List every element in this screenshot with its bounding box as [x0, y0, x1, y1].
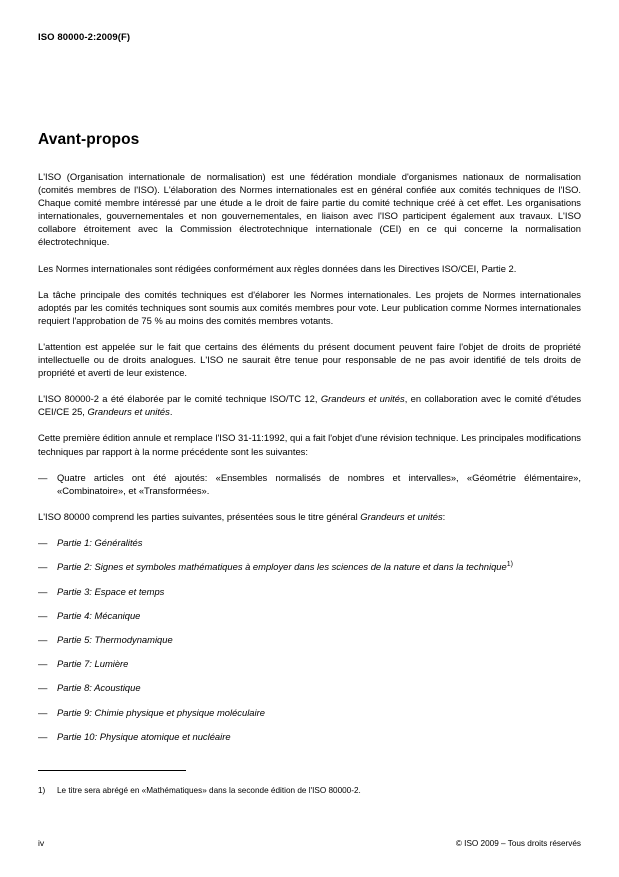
page-content: [38, 131, 581, 754]
parts-intro-lead: L'ISO 80000 comprend les parties suivantes, présentées sous le titre général: [38, 510, 361, 522]
footnote-reference[interactable]: 1): [506, 560, 513, 568]
general-title: Grandeurs et unités: [360, 510, 443, 522]
footnote-separator: [38, 770, 186, 771]
list-item: [38, 706, 581, 719]
list-item-label: Partie 10: Physique atomique et nucléaire: [57, 730, 231, 742]
page-footer: [38, 838, 581, 848]
copyright-notice: © ISO 2009 – Tous droits réservés: [455, 839, 581, 848]
attribution-text-end: .: [169, 406, 173, 418]
paragraph-parts-intro: [38, 510, 581, 523]
dash-marker: —: [38, 730, 48, 742]
dash-marker: —: [38, 610, 48, 622]
list-item: [38, 471, 581, 497]
footnote-text: Le titre sera abrégé en «Mathématiques» dans la seconde édition de l'ISO 80000-2.: [57, 786, 361, 795]
page-title: Avant-propos: [38, 131, 140, 148]
footnote-area: [38, 770, 581, 796]
dash-marker: —: [38, 706, 48, 718]
list-item: [38, 536, 581, 549]
footnote: [38, 785, 581, 796]
page-number: iv: [38, 838, 45, 848]
committee-title-cei: Grandeurs et unités: [87, 406, 170, 418]
list-item: [38, 730, 581, 743]
list-item-label: Partie 5: Thermodynamique: [57, 634, 173, 646]
paragraph-committee-attribution: [38, 392, 581, 418]
dash-marker: —: [38, 634, 48, 646]
dash-marker: —: [38, 471, 48, 483]
list-item-label: Partie 8: Acoustique: [57, 682, 141, 694]
list-item: [38, 585, 581, 598]
committee-title-iso: Grandeurs et unités: [320, 393, 405, 405]
list-item: [38, 560, 581, 573]
list-item-label: Partie 2: Signes et symboles mathématiques à employer dans les sciences de la nature et dans la technique: [57, 560, 507, 572]
dash-marker: —: [38, 560, 48, 572]
changes-list: [38, 471, 581, 497]
list-item-label: Partie 1: Généralités: [57, 536, 143, 548]
list-item: [38, 681, 581, 694]
list-item: [38, 657, 581, 670]
attribution-text-lead: L'ISO 80000-2 a été élaborée par le comité technique ISO/TC 12,: [38, 393, 321, 405]
dash-marker: —: [38, 682, 48, 694]
list-item-label: Quatre articles ont été ajoutés: «Ensembles normalisés de nombres et intervalles», «Géométrie élémentaire», «Combinatoire», et «Transformées».: [57, 471, 581, 496]
list-item-label: Partie 9: Chimie physique et physique moléculaire: [57, 706, 265, 718]
paragraph-edition-replacement: Cette première édition annule et remplace l'ISO 31-11:1992, qui a fait l'objet d'une révision technique. Les principales modifications techniques par rapport à la norme précédente sont les suivantes:: [38, 432, 581, 457]
dash-marker: —: [38, 658, 48, 670]
list-item-label: Partie 3: Espace et temps: [57, 586, 165, 598]
paragraph-approval-process: La tâche principale des comités techniques est d'élaborer les Normes internationales. Les projets de Normes internationales adoptés par les comités techniques sont soumis aux comités membres pour vote. Leur publication comme Normes internationales requiert l'approbation de 75 % au moins des comités membres votants.: [38, 288, 581, 326]
list-item-label: Partie 4: Mécanique: [57, 610, 141, 622]
list-item: [38, 633, 581, 646]
paragraph-patent-notice: L'attention est appelée sur le fait que certains des éléments du présent document peuvent faire l'objet de droits de propriété intellectuelle ou de droits analogues. L'ISO ne saurait être tenue pour responsable de ne pas avoir identifié de tels droits de propriété et averti de leur existence.: [38, 340, 581, 379]
list-item: [38, 609, 581, 622]
footnote-number: 1): [38, 786, 46, 795]
dash-marker: —: [38, 586, 48, 598]
parts-list: [38, 536, 581, 743]
paragraph-iso-description: L'ISO (Organisation internationale de normalisation) est une fédération mondiale d'organismes nationaux de normalisation (comités membres de l'ISO). L'élaboration des Normes internationales est en général confiée aux comités techniques de l'ISO. Chaque comité membre intéressé par une étude a le droit de faire partie du comité technique créé à cet effet. Les organisations internationales, gouvernementales et non gouvernementales, en liaison avec l'ISO participent également aux travaux. L'ISO collabore étroitement avec la Commission électrotechnique internationale (CEI) en ce qui concerne la normalisation électrotechnique.: [38, 171, 581, 248]
paragraph-directives: Les Normes internationales sont rédigées conformément aux règles données dans les Directives ISO/CEI, Partie 2.: [38, 262, 517, 274]
list-item-label: Partie 7: Lumière: [57, 658, 129, 670]
parts-intro-end: :: [442, 510, 446, 522]
running-header: ISO 80000-2:2009(F): [38, 32, 131, 43]
attribution-text-mid: , en collaboration avec le comité d'études CEI/CE 25,: [38, 393, 582, 418]
dash-marker: —: [38, 536, 48, 548]
